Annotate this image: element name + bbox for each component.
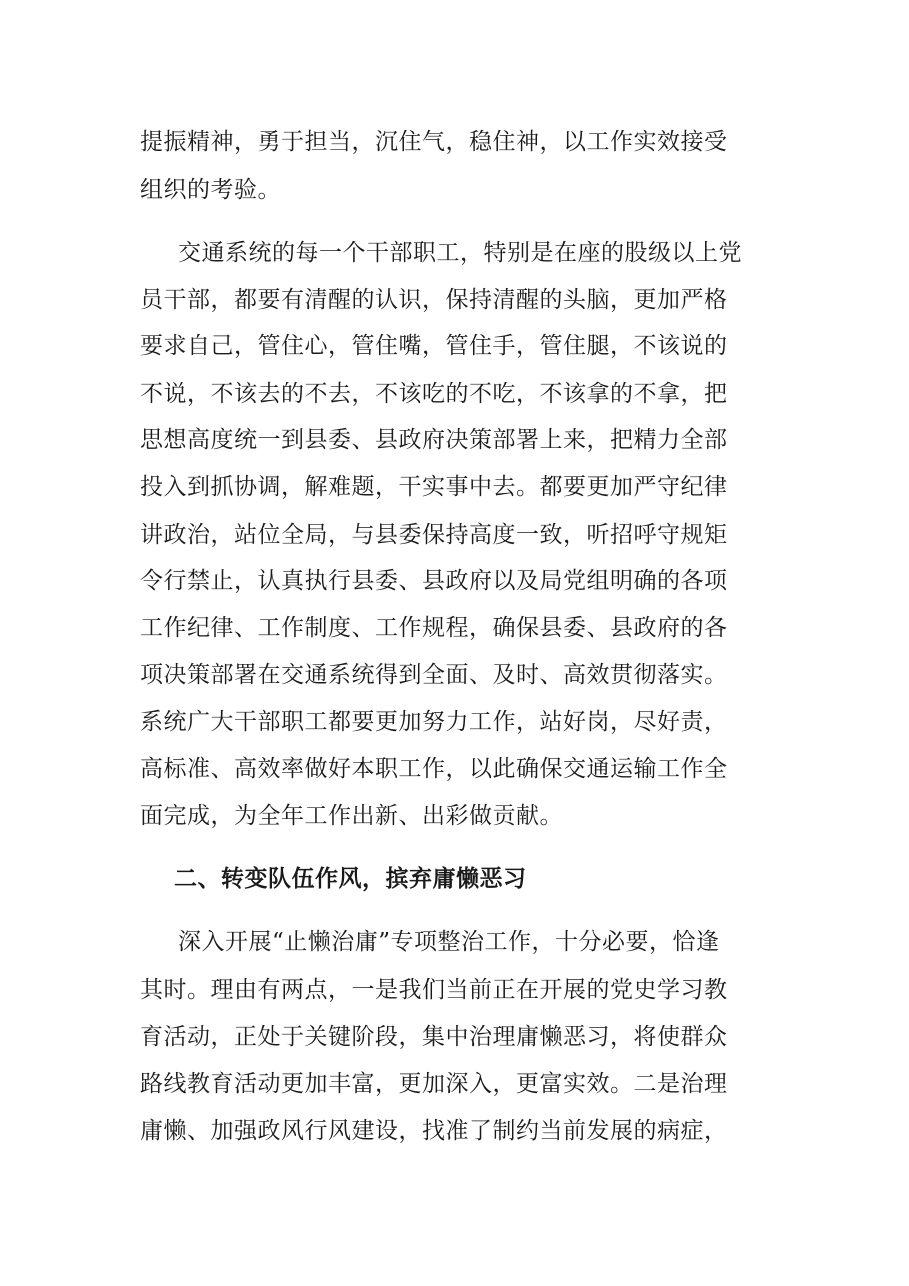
- text-line: 高标准、高效率做好本职工作，以此确保交通运输工作全: [140, 756, 728, 782]
- text-line: 讲政治，站位全局，与县委保持高度一致，听招呼守规矩: [140, 522, 728, 548]
- text-line: 系统广大干部职工都要更加努力工作，站好岗，尽好责，: [140, 709, 728, 735]
- text-line: 投入到抓协调，解难题，干实事中去。都要更加严守纪律: [140, 474, 728, 500]
- text-line: 育活动，正处于关键阶段，集中治理庸懒恶习，将使群众: [140, 1024, 728, 1050]
- text-line: 交通系统的每一个干部职工，特别是在座的股级以上党: [178, 240, 742, 266]
- text-line: 庸懒、加强政风行风建设，找准了制约当前发展的病症，: [140, 1118, 728, 1144]
- section-heading: 二、转变队伍作风，摈弃庸懒恶习: [174, 866, 527, 892]
- text-line: 要求自己，管住心，管住嘴，管住手，管住腿，不该说的: [140, 333, 728, 359]
- text-line: 工作纪律、工作制度、工作规程，确保县委、县政府的各: [140, 615, 728, 641]
- text-line: 组织的考验。: [140, 177, 281, 203]
- text-line: 员干部，都要有清醒的认识，保持清醒的头脑，更加严格: [140, 287, 728, 313]
- text-line: 不说，不该去的不去，不该吃的不吃，不该拿的不拿，把: [140, 381, 728, 407]
- text-line: 深入开展“止懒治庸”专项整治工作，十分必要，恰逢: [178, 929, 720, 955]
- text-line: 思想高度统一到县委、县政府决策部署上来，把精力全部: [140, 427, 728, 453]
- text-line: 提振精神，勇于担当，沉住气，稳住神，以工作实效接受: [140, 129, 728, 155]
- text-line: 令行禁止，认真执行县委、县政府以及局党组明确的各项: [140, 568, 728, 594]
- text-line: 面完成，为全年工作出新、出彩做贡献。: [140, 803, 563, 829]
- text-line: 其时。理由有两点，一是我们当前正在开展的党史学习教: [140, 977, 728, 1003]
- text-line: 项决策部署在交通系统得到全面、及时、高效贯彻落实。: [140, 662, 728, 688]
- text-line: 路线教育活动更加丰富，更加深入，更富实效。二是治理: [140, 1071, 728, 1097]
